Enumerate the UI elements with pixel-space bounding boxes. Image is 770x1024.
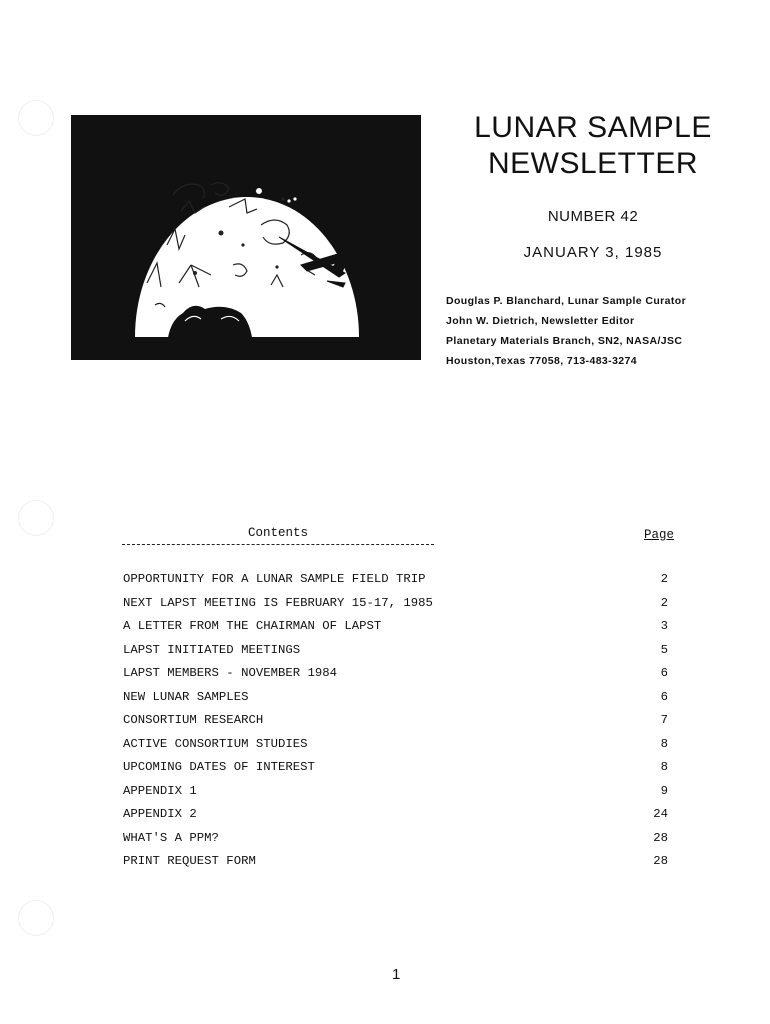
toc-title: NEXT LAPST MEETING IS FEBRUARY 15-17, 1985 (123, 595, 433, 610)
page-number: 1 (392, 966, 401, 983)
toc-page: 2 (660, 595, 668, 610)
toc-title: PRINT REQUEST FORM (123, 854, 256, 868)
toc-row (123, 807, 668, 831)
contact-line: John W. Dietrich, Newsletter Editor (446, 315, 635, 327)
issue-number: NUMBER 42 (547, 208, 639, 225)
toc-row (123, 831, 668, 855)
toc-row (123, 784, 668, 808)
toc-page: 6 (660, 689, 668, 704)
toc-row (123, 666, 668, 690)
moon-shuttle-logo-icon (71, 115, 421, 360)
toc-title: LAPST MEMBERS - NOVEMBER 1984 (123, 666, 338, 680)
toc-row (123, 854, 668, 878)
table-of-contents (123, 572, 668, 878)
toc-page: 28 (653, 854, 668, 868)
toc-title: A LETTER FROM THE CHAIRMAN OF LAPST (123, 619, 382, 633)
contents-heading: Contents (122, 526, 434, 545)
toc-title: OPPORTUNITY FOR A LUNAR SAMPLE FIELD TRIP (123, 572, 426, 586)
toc-row (123, 643, 668, 667)
toc-title: APPENDIX 1 (123, 783, 197, 798)
toc-page: 8 (660, 760, 668, 774)
toc-title: UPCOMING DATES OF INTEREST (123, 760, 315, 774)
toc-row (123, 596, 668, 620)
title-line-2: NEWSLETTER (487, 147, 699, 180)
toc-page: 24 (653, 807, 668, 821)
toc-row (123, 572, 668, 596)
punch-hole (18, 900, 54, 936)
toc-row (123, 619, 668, 643)
toc-row (123, 760, 668, 784)
punch-hole (18, 100, 54, 136)
contact-line: Planetary Materials Branch, SN2, NASA/JSC (446, 335, 683, 347)
toc-title: WHAT'S A PPM? (123, 830, 219, 845)
newsletter-title (448, 110, 738, 182)
toc-page: 8 (660, 736, 668, 751)
toc-page: 6 (660, 666, 668, 680)
page-column-heading: Page (644, 528, 675, 542)
contact-block (446, 291, 686, 371)
toc-row (123, 713, 668, 737)
toc-page: 2 (660, 572, 668, 586)
punch-hole (18, 500, 54, 536)
contact-line: Houston,Texas 77058, 713-483-3274 (446, 355, 638, 367)
toc-page: 3 (660, 619, 668, 633)
toc-title: CONSORTIUM RESEARCH (123, 713, 264, 727)
toc-title: APPENDIX 2 (123, 807, 197, 821)
toc-page: 5 (660, 642, 668, 657)
toc-page: 9 (660, 783, 668, 798)
toc-row (123, 690, 668, 714)
toc-page: 7 (660, 713, 668, 727)
toc-page: 28 (653, 830, 668, 845)
toc-title: ACTIVE CONSORTIUM STUDIES (123, 736, 308, 751)
toc-row (123, 737, 668, 761)
title-line-1: LUNAR SAMPLE (474, 111, 712, 144)
contact-line: Douglas P. Blanchard, Lunar Sample Curator (446, 295, 687, 307)
issue-date: JANUARY 3, 1985 (523, 244, 663, 261)
toc-title: NEW LUNAR SAMPLES (123, 689, 249, 704)
toc-title: LAPST INITIATED MEETINGS (123, 642, 301, 657)
